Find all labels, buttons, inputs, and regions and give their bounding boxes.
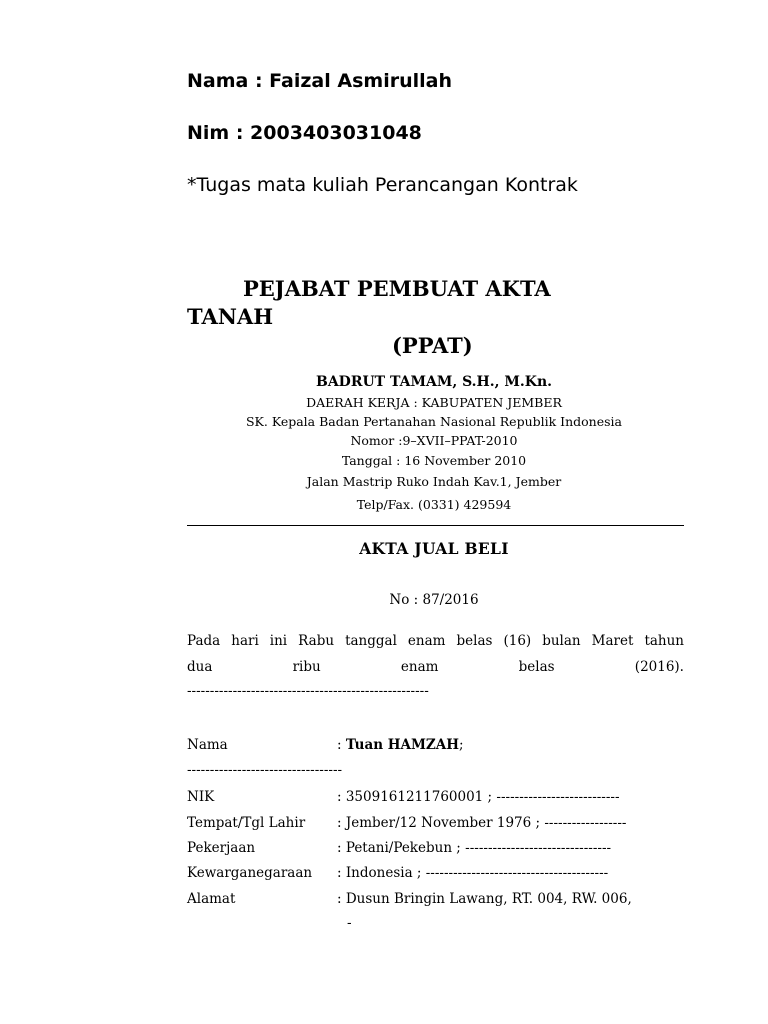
deed-title: AKTA JUAL BELI <box>359 539 509 558</box>
ttl-value: : Jember/12 November 1976 ; ------------------ <box>337 815 627 831</box>
intro-line-2 <box>187 659 684 675</box>
address-line: Jalan Mastrip Ruko Indah Kav.1, Jember <box>306 474 562 489</box>
intro-word: ini <box>269 633 288 649</box>
pekerjaan-label: Pekerjaan <box>187 840 256 856</box>
tanggal-line: Tanggal : 16 November 2010 <box>341 453 527 468</box>
intro-word: bulan <box>542 633 581 649</box>
kewarganegaraan-value: : Indonesia ; ---------------------------------------- <box>337 865 609 881</box>
work-area: DAERAH KERJA : KABUPATEN JEMBER <box>306 395 562 410</box>
intro-word: tahun <box>644 633 684 649</box>
intro-separator: ----------------------------------------------------- <box>187 683 429 699</box>
intro-word: dua <box>187 659 213 675</box>
intro-word: (16) <box>503 633 532 649</box>
intro-line-1 <box>187 633 684 649</box>
kewarganegaraan-label: Kewarganegaraan <box>187 865 313 881</box>
intro-word: hari <box>231 633 259 649</box>
nama-value <box>337 737 464 753</box>
student-name-line: Nama : Faizal Asmirullah <box>187 70 452 92</box>
office-title-line1: PEJABAT PEMBUAT AKTA <box>243 276 551 301</box>
nama-dashes: ---------------------------------- <box>187 762 343 778</box>
alamat-label: Alamat <box>187 891 236 907</box>
ttl-label: Tempat/Tgl Lahir <box>187 815 306 831</box>
intro-word: (2016). <box>634 659 684 675</box>
nama-suffix: ; <box>459 737 464 753</box>
intro-word: enam <box>400 659 439 675</box>
nama-label: Nama <box>187 737 228 753</box>
student-nim-line: Nim : 2003403031048 <box>187 122 422 144</box>
alamat-value: : Dusun Bringin Lawang, RT. 004, RW. 006, <box>337 891 632 907</box>
intro-word: tanggal <box>345 633 397 649</box>
pekerjaan-value: : Petani/Pekebun ; -------------------------------- <box>337 840 612 856</box>
office-title-line2: TANAH <box>187 304 274 329</box>
intro-word: Rabu <box>298 633 335 649</box>
intro-word: belas <box>456 633 493 649</box>
intro-word: belas <box>518 659 555 675</box>
nama-bold: Tuan HAMZAH <box>345 737 459 753</box>
phone-line: Telp/Fax. (0331) 429594 <box>356 497 512 512</box>
nomor-line: Nomor :9–XVII–PPAT-2010 <box>350 433 518 448</box>
intro-word: Maret <box>591 633 634 649</box>
sk-line: SK. Kepala Badan Pertanahan Nasional Republik Indonesia <box>245 414 622 429</box>
intro-word: enam <box>407 633 446 649</box>
deed-number: No : 87/2016 <box>389 592 479 608</box>
nik-value: : 3509161211760001 ; --------------------------- <box>337 789 620 805</box>
office-title-line3: (PPAT) <box>392 333 473 358</box>
alamat-continuation: - <box>347 915 352 931</box>
official-name: BADRUT TAMAM, S.H., M.Kn. <box>315 374 553 390</box>
task-line: *Tugas mata kuliah Perancangan Kontrak <box>187 174 578 196</box>
intro-word: Pada <box>187 633 221 649</box>
header-divider <box>187 525 684 526</box>
nama-prefix: : <box>337 737 346 753</box>
intro-word: ribu <box>292 659 321 675</box>
nik-label: NIK <box>187 789 215 805</box>
